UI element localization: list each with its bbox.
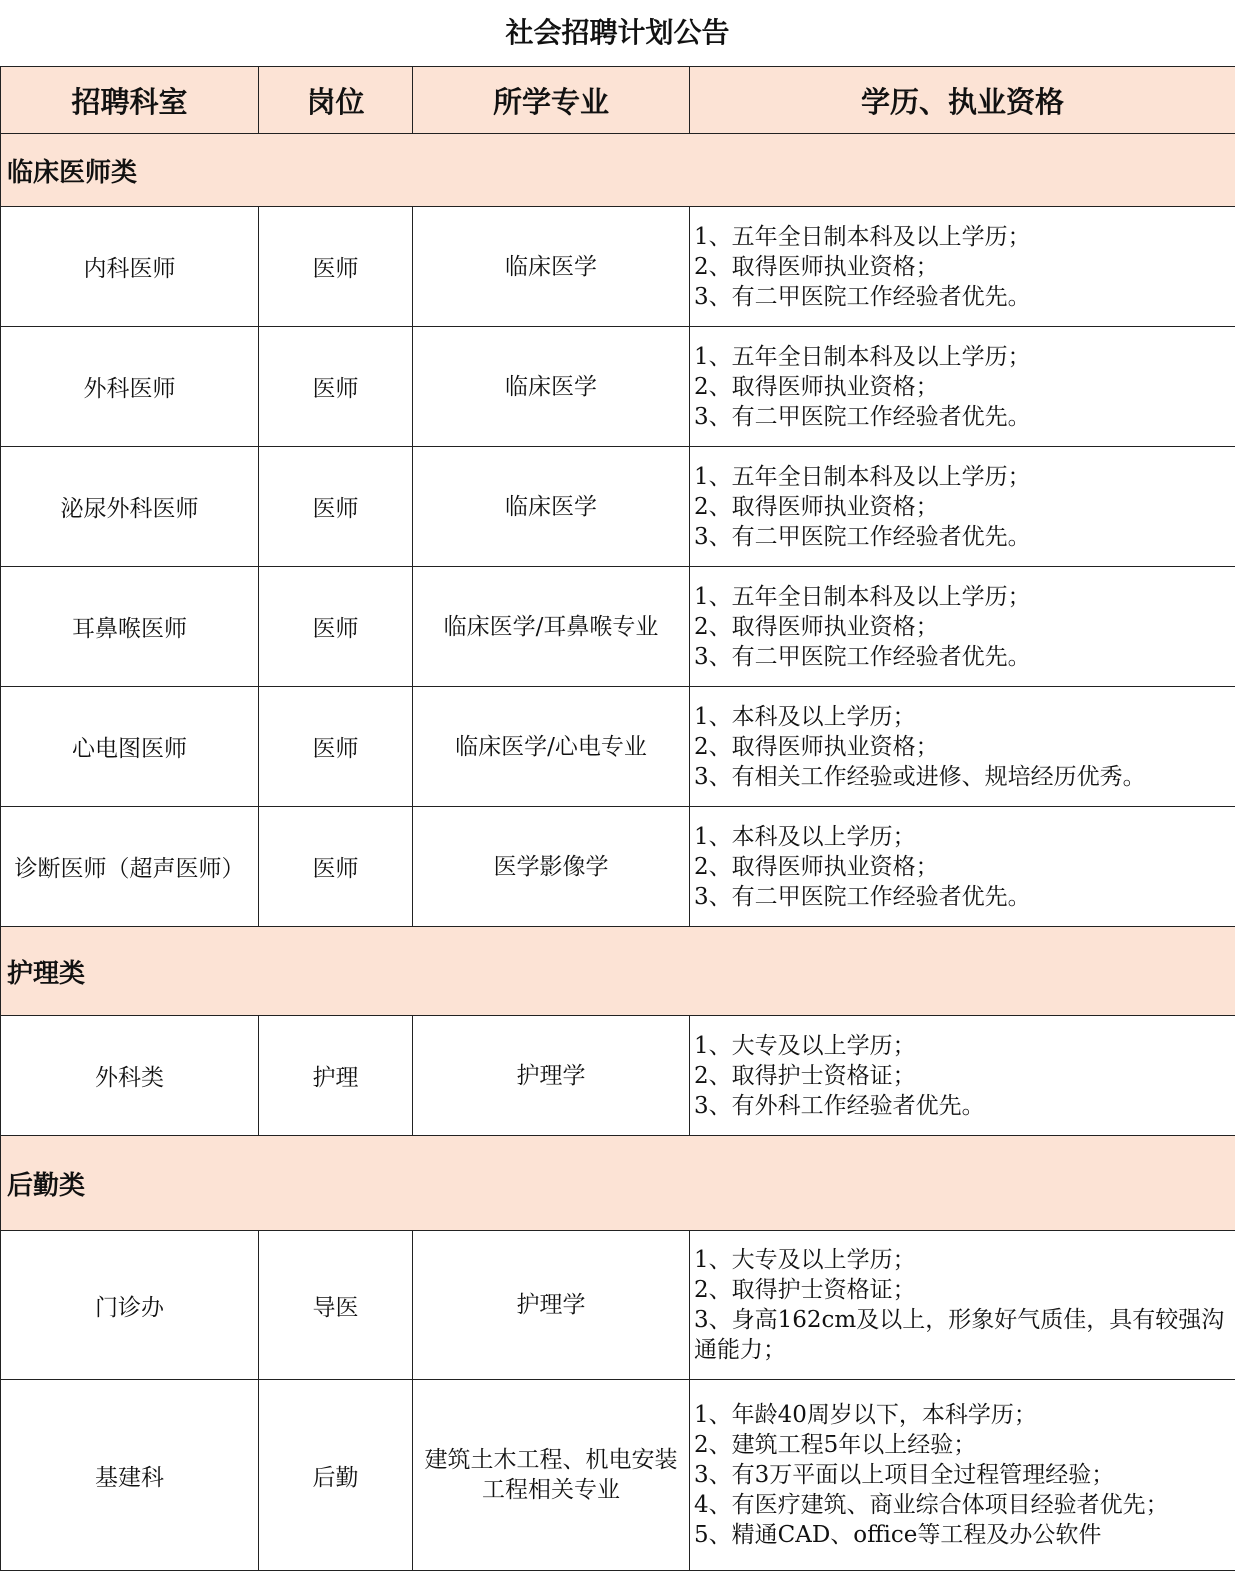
requirement-line: 3、有二甲医院工作经验者优先。 (694, 523, 1031, 550)
requirement-line: 1、五年全日制本科及以上学历； (694, 343, 1031, 370)
requirements-cell (690, 807, 1235, 927)
requirement-line: 1、五年全日制本科及以上学历； (694, 223, 1031, 250)
table-row (1, 327, 1235, 447)
recruitment-table (0, 66, 1235, 1571)
dept-cell: 外科类 (1, 1016, 259, 1136)
requirement-line: 2、取得医师执业资格； (694, 853, 939, 880)
category-label: 临床医师类 (1, 134, 1235, 207)
category-row (1, 927, 1235, 1016)
header-major: 所学专业 (413, 67, 690, 134)
category-row (1, 134, 1235, 207)
requirement-line: 3、有二甲医院工作经验者优先。 (694, 403, 1031, 430)
dept-cell: 耳鼻喉医师 (1, 567, 259, 687)
requirements-cell (690, 1016, 1235, 1136)
major-cell: 临床医学 (413, 447, 690, 567)
dept-cell: 诊断医师（超声医师） (1, 807, 259, 927)
post-cell: 医师 (259, 207, 413, 327)
dept-cell: 泌尿外科医师 (1, 447, 259, 567)
dept-cell: 门诊办 (1, 1231, 259, 1380)
header-post: 岗位 (259, 67, 413, 134)
requirement-line: 3、身高162cm及以上，形象好气质佳，具有较强沟通能力； (694, 1307, 1225, 1363)
major-cell: 临床医学 (413, 207, 690, 327)
requirement-line: 2、建筑工程5年以上经验； (694, 1432, 977, 1458)
requirement-line: 3、有二甲医院工作经验者优先。 (694, 283, 1031, 310)
requirement-line: 3、有3万平面以上项目全过程管理经验； (694, 1462, 1115, 1488)
post-cell: 医师 (259, 567, 413, 687)
major-cell: 临床医学 (413, 327, 690, 447)
dept-cell: 心电图医师 (1, 687, 259, 807)
requirement-line: 2、取得医师执业资格； (694, 253, 939, 280)
requirement-line: 3、有相关工作经验或进修、规培经历优秀。 (694, 763, 1146, 790)
table-row (1, 207, 1235, 327)
requirement-line: 1、五年全日制本科及以上学历； (694, 583, 1031, 610)
table-row (1, 447, 1235, 567)
requirement-line: 2、取得医师执业资格； (694, 613, 939, 640)
requirement-line: 2、取得医师执业资格； (694, 373, 939, 400)
header-requirements: 学历、执业资格 (690, 67, 1235, 134)
post-cell: 医师 (259, 807, 413, 927)
requirement-line: 2、取得护士资格证； (694, 1277, 916, 1303)
post-cell: 后勤 (259, 1380, 413, 1571)
dept-cell: 基建科 (1, 1380, 259, 1571)
dept-cell: 内科医师 (1, 207, 259, 327)
table-header-row (1, 67, 1235, 134)
requirements-cell (690, 207, 1235, 327)
post-cell: 医师 (259, 687, 413, 807)
table-row (1, 567, 1235, 687)
category-label: 护理类 (1, 927, 1235, 1016)
requirement-line: 1、五年全日制本科及以上学历； (694, 463, 1031, 490)
major-cell: 建筑土木工程、机电安装工程相关专业 (413, 1380, 690, 1571)
requirement-line: 1、本科及以上学历； (694, 823, 916, 850)
requirements-cell (690, 327, 1235, 447)
requirement-line: 2、取得医师执业资格； (694, 493, 939, 520)
requirement-line: 1、本科及以上学历； (694, 703, 916, 730)
requirement-line: 2、取得医师执业资格； (694, 733, 939, 760)
requirements-cell (690, 1231, 1235, 1380)
requirement-line: 5、精通CAD、office等工程及办公软件 (694, 1522, 1102, 1548)
major-cell: 护理学 (413, 1231, 690, 1380)
requirements-cell (690, 687, 1235, 807)
category-row (1, 1136, 1235, 1231)
major-cell: 临床医学/心电专业 (413, 687, 690, 807)
category-label: 后勤类 (1, 1136, 1235, 1231)
post-cell: 护理 (259, 1016, 413, 1136)
table-row (1, 1016, 1235, 1136)
requirements-cell (690, 447, 1235, 567)
post-cell: 医师 (259, 327, 413, 447)
table-row (1, 807, 1235, 927)
dept-cell: 外科医师 (1, 327, 259, 447)
requirement-line: 1、年龄40周岁以下，本科学历； (694, 1402, 1037, 1428)
requirements-cell (690, 567, 1235, 687)
post-cell: 医师 (259, 447, 413, 567)
header-dept: 招聘科室 (1, 67, 259, 134)
major-cell: 护理学 (413, 1016, 690, 1136)
table-row (1, 687, 1235, 807)
requirement-line: 2、取得护士资格证； (694, 1062, 916, 1089)
requirement-line: 1、大专及以上学历； (694, 1247, 916, 1273)
requirements-cell (690, 1380, 1235, 1571)
major-cell: 医学影像学 (413, 807, 690, 927)
requirement-line: 3、有外科工作经验者优先。 (694, 1092, 985, 1119)
requirement-line: 1、大专及以上学历； (694, 1032, 916, 1059)
requirement-line: 3、有二甲医院工作经验者优先。 (694, 883, 1031, 910)
table-row (1, 1380, 1235, 1571)
major-cell: 临床医学/耳鼻喉专业 (413, 567, 690, 687)
post-cell: 导医 (259, 1231, 413, 1380)
table-row (1, 1231, 1235, 1380)
page-title: 社会招聘计划公告 (505, 16, 730, 49)
requirement-line: 3、有二甲医院工作经验者优先。 (694, 643, 1031, 670)
requirement-line: 4、有医疗建筑、商业综合体项目经验者优先； (694, 1492, 1169, 1518)
